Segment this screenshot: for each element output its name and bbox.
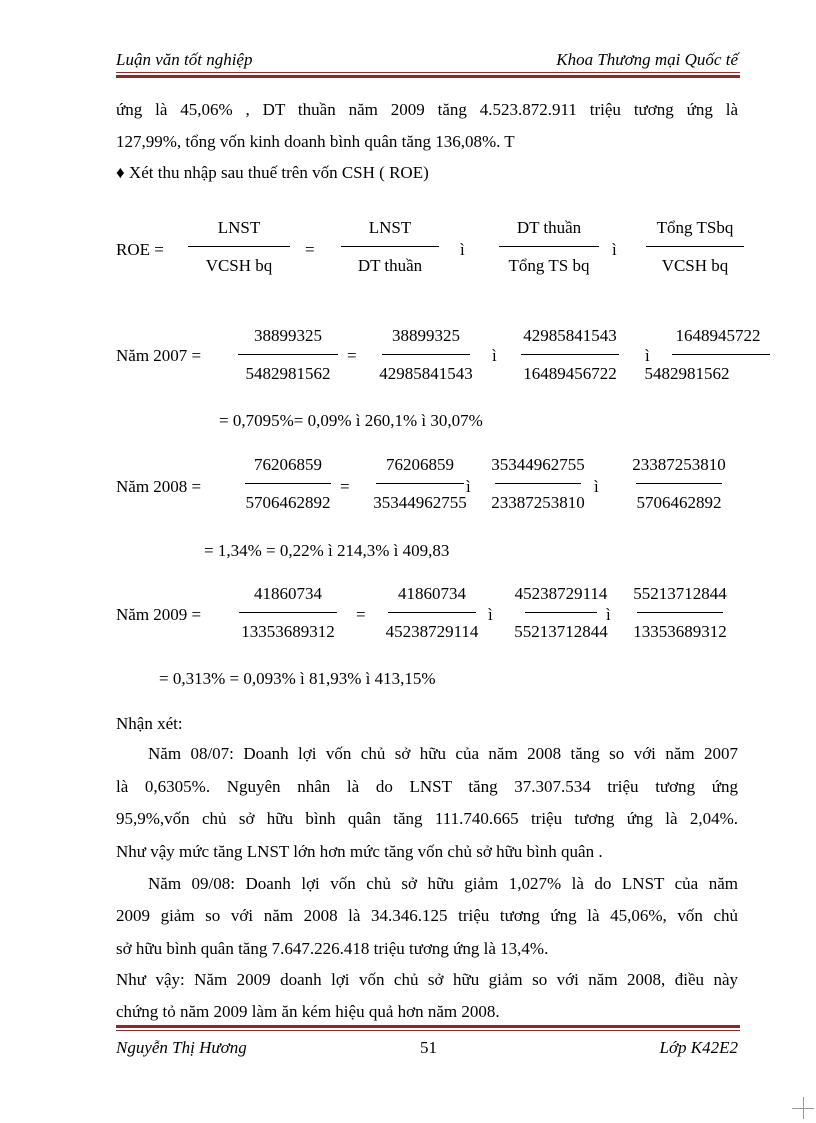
y2007-label: Năm 2007 = <box>116 346 202 365</box>
roe-eq: = <box>305 240 315 259</box>
y2009-frac-2-den: 45238729114 <box>385 622 479 641</box>
fraction-bar <box>239 612 337 613</box>
y2008-times-2: ì <box>594 477 599 496</box>
fraction-bar <box>245 483 331 484</box>
y2008-frac-2 <box>366 455 474 513</box>
y2008-frac-3-num: 35344962755 <box>491 455 585 474</box>
fraction-bar <box>636 483 722 484</box>
remarks-p1-line-3: 95,9%,vốn chủ sở hữu bình quân tăng 111.740.665 triệu tương ứng là 2,04%. <box>116 809 738 828</box>
remarks-p3-line-2: chứng tỏ năm 2009 làm ăn kém hiệu quả hơn năm 2008. <box>116 1002 500 1021</box>
y2008-frac-1 <box>236 455 340 513</box>
roe-frac-4-den: VCSH bq <box>661 256 729 275</box>
y2007-frac-1 <box>236 326 340 384</box>
y2009-frac-3-num: 45238729114 <box>514 584 608 603</box>
roe-frac-2 <box>340 218 440 276</box>
y2007-result: = 0,7095%= 0,09% ì 260,1% ì 30,07% <box>219 411 483 430</box>
fraction-bar <box>388 612 476 613</box>
footer-author: Nguyễn Thị Hương <box>116 1038 247 1057</box>
header-right: Khoa Thương mại Quốc tế <box>556 50 738 69</box>
y2008-result: = 1,34% = 0,22% ì 214,3% ì 409,83 <box>204 541 450 560</box>
fraction-bar <box>499 246 599 247</box>
footer-class: Lớp K42E2 <box>659 1038 738 1057</box>
remarks-p1-line-2: là 0,6305%. Nguyên nhân là do LNST tăng 37.307.534 triệu tương ứng <box>116 777 738 796</box>
fraction-bar <box>521 354 619 355</box>
y2009-frac-4-den: 13353689312 <box>633 622 727 641</box>
roe-frac-1-den: VCSH bq <box>205 256 273 275</box>
roe-frac-3-den: Tổng TS bq <box>508 256 590 275</box>
header-rule-thin <box>116 72 740 73</box>
remarks-title: Nhận xét: <box>116 714 183 733</box>
y2007-frac-4-den: 5482981562 <box>644 364 730 383</box>
fraction-bar <box>637 612 723 613</box>
intro-line-1: ứng là 45,06% , DT thuần năm 2009 tăng 4.523.872.911 triệu tương ứng là <box>116 100 738 119</box>
remarks-p2-line-1: Năm 09/08: Doanh lợi vốn chủ sở hữu giảm 1,027% là do LNST của năm <box>148 874 738 893</box>
y2009-frac-1 <box>232 584 344 642</box>
fraction-bar <box>341 246 439 247</box>
remarks-p1-line-1: Năm 08/07: Doanh lợi vốn chủ sở hữu của năm 2008 tăng so với năm 2007 <box>148 744 738 763</box>
y2008-frac-4 <box>622 455 736 513</box>
y2007-frac-4 <box>632 326 774 384</box>
fraction-bar <box>672 354 770 355</box>
page-corner-mark-horizontal <box>792 1108 814 1109</box>
y2009-times-2: ì <box>606 605 611 624</box>
roe-frac-1 <box>188 218 290 276</box>
remarks-p1-line-4: Như vậy mức tăng LNST lớn hơn mức tăng vốn chủ sở hữu bình quân . <box>116 842 603 861</box>
y2007-eq: = <box>347 346 357 365</box>
y2009-times-1: ì <box>488 605 493 624</box>
fraction-bar <box>525 612 597 613</box>
roe-times-1: ì <box>460 240 465 259</box>
y2007-frac-3-num: 42985841543 <box>523 326 617 345</box>
y2009-frac-4 <box>622 584 738 642</box>
roe-frac-3 <box>497 218 601 276</box>
fraction-bar <box>382 354 470 355</box>
intro-bullet: ♦ Xét thu nhập sau thuế trên vốn CSH ( ROE) <box>116 163 429 182</box>
page-number: 51 <box>420 1038 437 1057</box>
roe-frac-2-num: LNST <box>368 218 412 237</box>
y2009-eq: = <box>356 605 366 624</box>
roe-label: ROE = <box>116 240 164 259</box>
y2008-frac-2-num: 76206859 <box>386 455 454 474</box>
y2007-frac-3-den: 16489456722 <box>523 364 617 383</box>
roe-frac-2-den: DT thuần <box>357 256 423 275</box>
y2009-frac-3-den: 55213712844 <box>514 622 608 641</box>
y2007-times-2: ì <box>645 346 650 365</box>
y2008-frac-4-num: 23387253810 <box>632 455 726 474</box>
y2009-label: Năm 2009 = <box>116 605 202 624</box>
y2009-frac-2-num: 41860734 <box>398 584 466 603</box>
intro-line-2: 127,99%, tổng vốn kinh doanh bình quân tăng 136,08%. T <box>116 132 515 151</box>
roe-times-2: ì <box>612 240 617 259</box>
y2009-frac-1-num: 41860734 <box>254 584 322 603</box>
footer-rule-thin <box>116 1030 740 1031</box>
remarks-p3-line-1: Như vậy: Năm 2009 doanh lợi vốn chủ sở hữu giảm so với năm 2008, điều này <box>116 970 738 989</box>
roe-frac-4-num: Tổng TSbq <box>656 218 734 237</box>
y2008-frac-1-num: 76206859 <box>254 455 322 474</box>
fraction-bar <box>376 483 464 484</box>
remarks-p2-line-3: sở hữu bình quân tăng 7.647.226.418 triệu tương ứng là 13,4%. <box>116 939 549 958</box>
y2007-frac-3 <box>512 326 628 384</box>
y2008-times-1: ì <box>466 477 471 496</box>
y2007-frac-1-den: 5482981562 <box>245 364 331 383</box>
y2008-frac-4-den: 5706462892 <box>636 493 722 512</box>
y2007-times-1: ì <box>492 346 497 365</box>
footer-rule-thick <box>116 1025 740 1028</box>
header-rule-thick <box>116 75 740 78</box>
y2007-frac-2 <box>372 326 480 384</box>
y2007-frac-1-num: 38899325 <box>254 326 322 345</box>
y2007-frac-2-den: 42985841543 <box>379 364 473 383</box>
header-left: Luận văn tốt nghiệp <box>116 50 253 69</box>
y2009-frac-3 <box>504 584 618 642</box>
y2008-frac-1-den: 5706462892 <box>245 493 331 512</box>
y2008-label: Năm 2008 = <box>116 477 202 496</box>
remarks-p2-line-2: 2009 giảm so với năm 2008 là 34.346.125 triệu tương ứng là 45,06%, vốn chủ <box>116 906 738 925</box>
y2007-frac-2-num: 38899325 <box>392 326 460 345</box>
y2009-frac-1-den: 13353689312 <box>241 622 335 641</box>
y2009-result: = 0,313% = 0,093% ì 81,93% ì 413,15% <box>159 669 436 688</box>
y2008-frac-3 <box>482 455 594 513</box>
y2008-eq: = <box>340 477 350 496</box>
roe-frac-1-num: LNST <box>217 218 261 237</box>
y2007-frac-4-num: 1648945722 <box>675 326 761 345</box>
y2009-frac-4-num: 55213712844 <box>633 584 727 603</box>
fraction-bar <box>188 246 290 247</box>
fraction-bar <box>646 246 744 247</box>
fraction-bar <box>495 483 581 484</box>
y2008-frac-3-den: 23387253810 <box>491 493 585 512</box>
y2008-frac-2-den: 35344962755 <box>373 493 467 512</box>
fraction-bar <box>238 354 338 355</box>
y2009-frac-2 <box>376 584 488 642</box>
roe-frac-3-num: DT thuần <box>516 218 582 237</box>
roe-frac-4 <box>645 218 745 276</box>
